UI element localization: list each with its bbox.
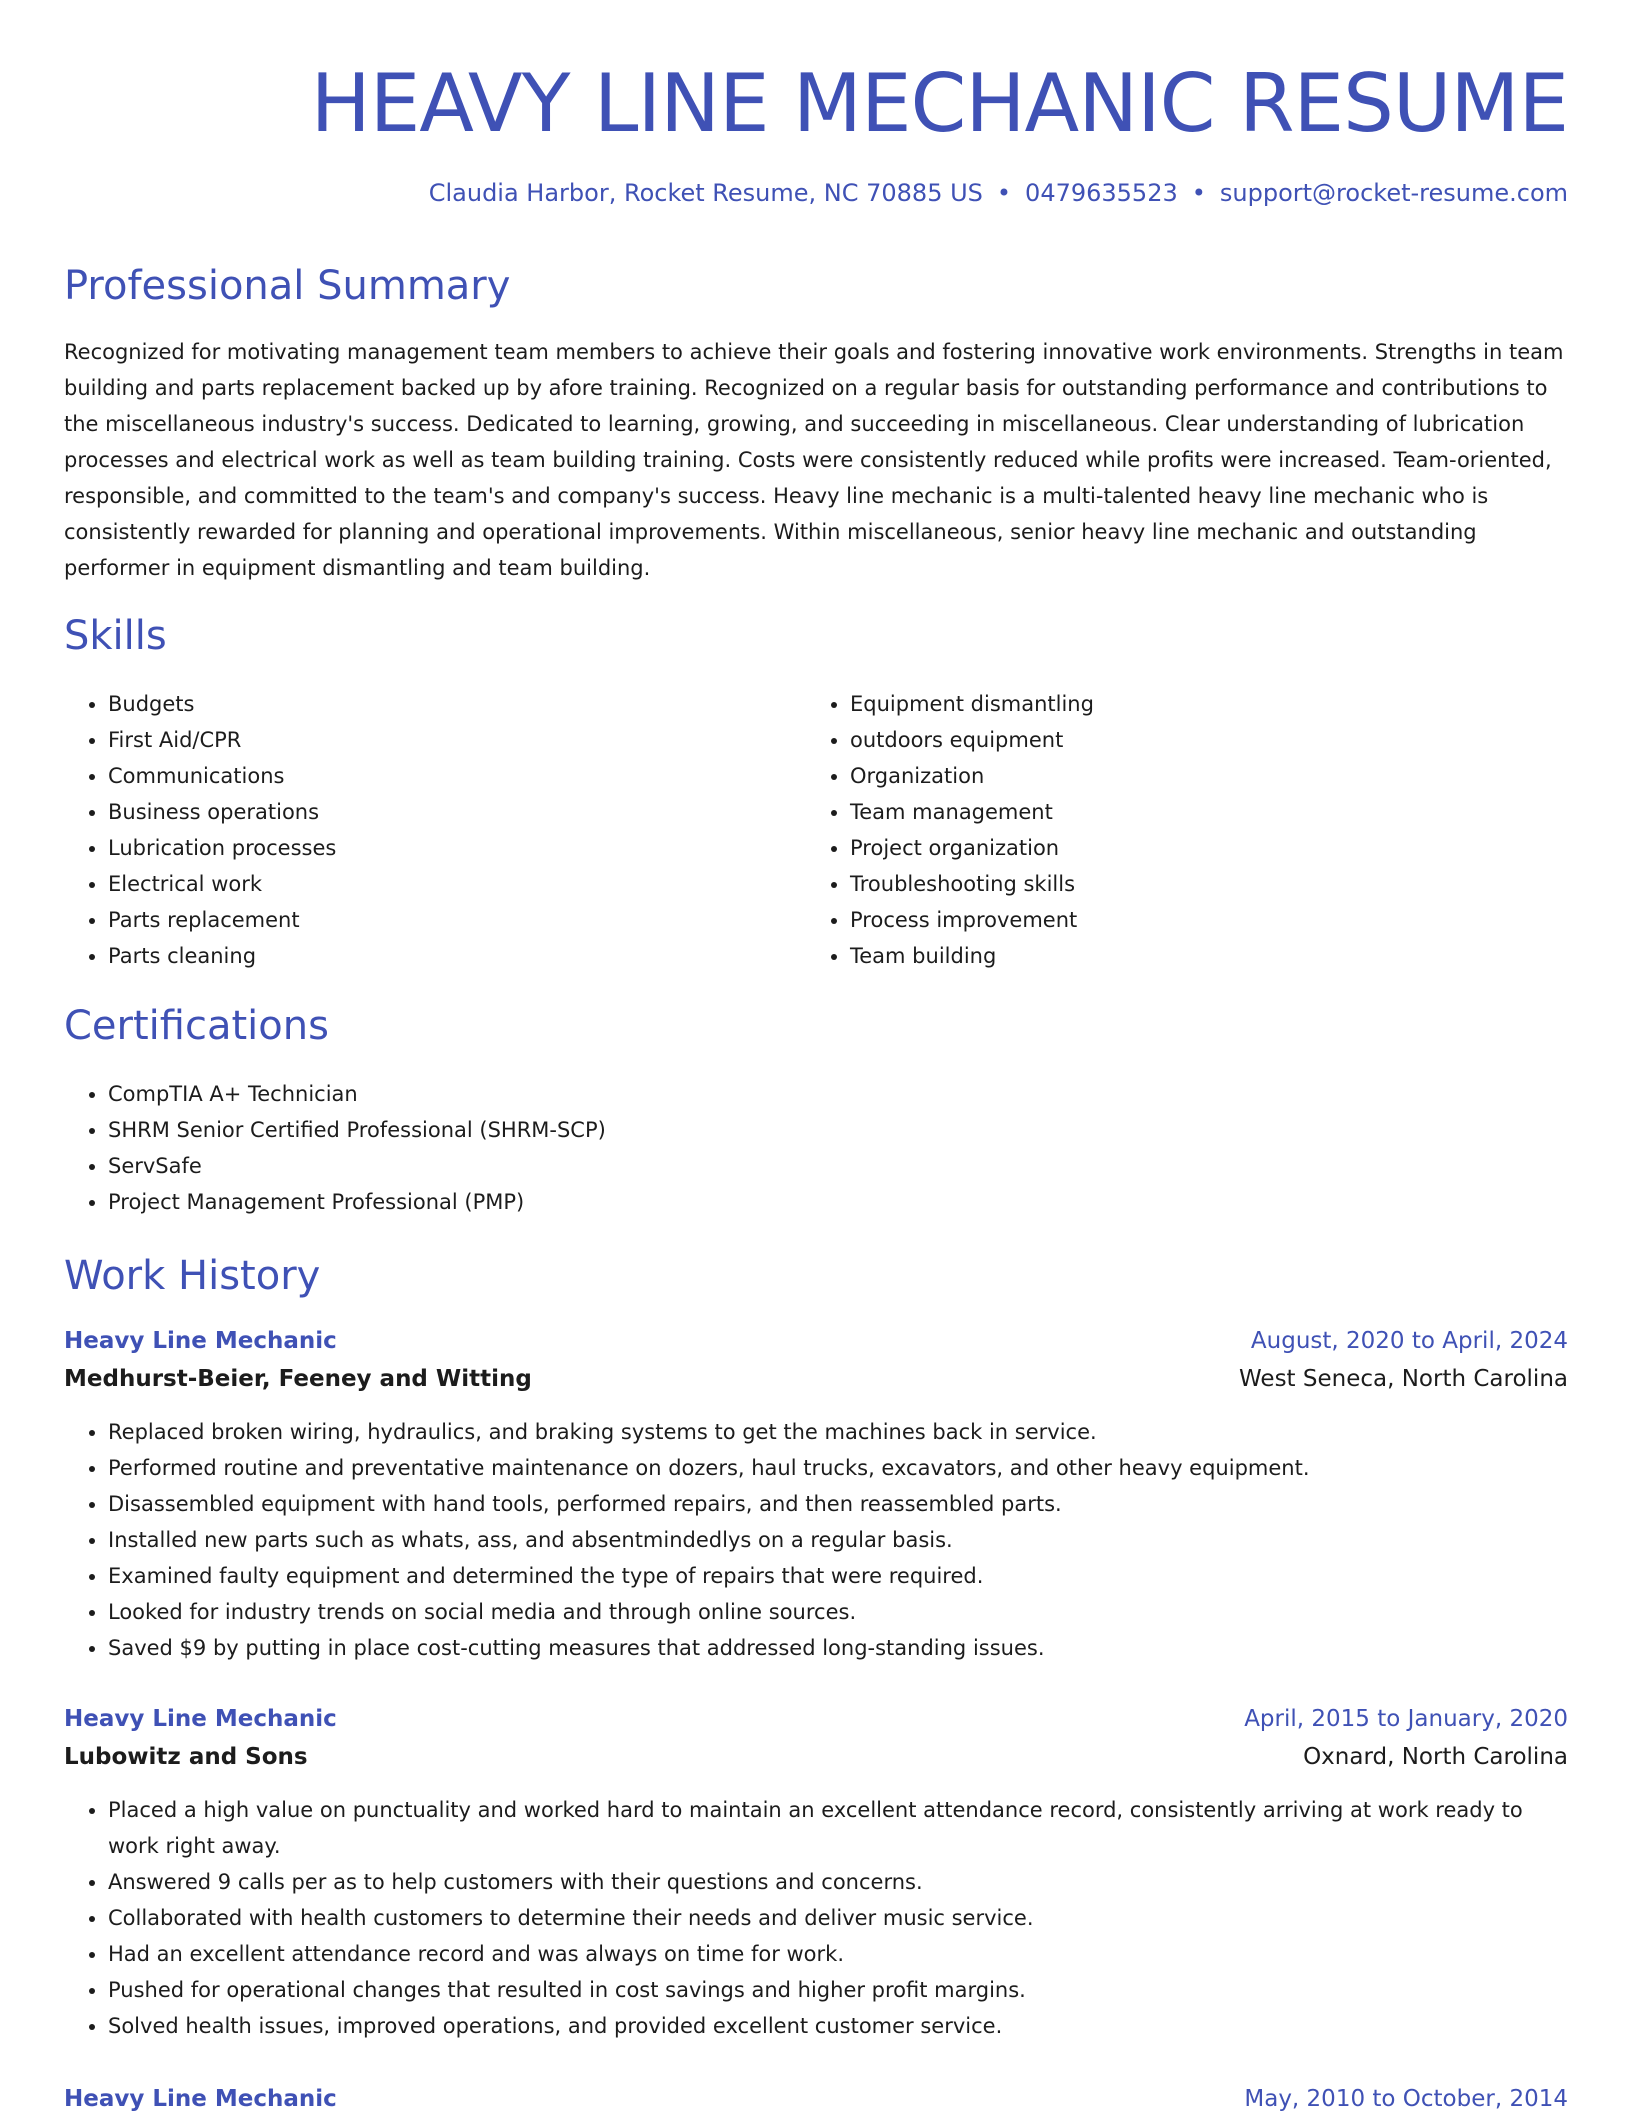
job-title: Heavy Line Mechanic — [64, 1706, 337, 1732]
skill-item: • Equipment dismantling — [850, 686, 1548, 722]
job-entry — [64, 1700, 1568, 2044]
skill-item: • Team building — [850, 938, 1548, 974]
job-duty-item: • Placed a high value on punctuality and worked hard to maintain an excellent attendance record, consistently arriving at work ready to work right away. — [108, 1792, 1568, 1864]
skill-item: • Project organization — [850, 830, 1548, 866]
summary-heading: Professional Summary — [64, 263, 511, 309]
skill-item: • Troubleshooting skills — [850, 866, 1548, 902]
skills-list — [64, 686, 1568, 974]
certification-item: • SHRM Senior Certified Professional (SHRM-SCP) — [108, 1112, 1064, 1148]
job-entry — [64, 1322, 1568, 1666]
work-history-heading: Work History — [64, 1253, 321, 1299]
job-duty-item: • Replaced broken wiring, hydraulics, and braking systems to get the machines back in service. — [108, 1414, 1568, 1450]
job-duty-item: • Installed new parts such as whats, ass, and absentmindedlys on a regular basis. — [108, 1522, 1568, 1558]
job-duties — [64, 1414, 1568, 1666]
skill-item: • outdoors equipment — [850, 722, 1548, 758]
certifications-list — [64, 1076, 1064, 1220]
skill-item: • Process improvement — [850, 902, 1548, 938]
resume-title: HEAVY LINE MECHANIC RESUME — [310, 57, 1568, 150]
certifications-heading: Certifications — [64, 1003, 329, 1049]
skill-item: • Electrical work — [108, 866, 806, 902]
job-duty-item: • Solved health issues, improved operations, and provided excellent customer service. — [108, 2008, 1568, 2044]
skills-column-left — [64, 686, 806, 974]
skills-heading: Skills — [64, 613, 167, 659]
job-entry — [64, 2080, 1568, 2112]
certification-item: • CompTIA A+ Technician — [108, 1076, 1064, 1112]
job-duty-item: • Pushed for operational changes that resulted in cost savings and higher profit margins. — [108, 1972, 1568, 2008]
job-dates: May, 2010 to October, 2014 — [1244, 2086, 1568, 2112]
job-duty-item: • Had an excellent attendance record and was always on time for work. — [108, 1936, 1568, 1972]
job-duties — [64, 1792, 1568, 2044]
job-company: Lubowitz and Sons — [64, 1744, 308, 1770]
job-duty-item: • Examined faulty equipment and determined the type of repairs that were required. — [108, 1558, 1568, 1594]
certification-item: • ServSafe — [108, 1148, 1064, 1184]
contact-email: support@rocket-resume.com — [1219, 179, 1568, 207]
job-duty-item: • Disassembled equipment with hand tools, performed repairs, and then reassembled parts. — [108, 1486, 1568, 1522]
contact-address: Claudia Harbor, Rocket Resume, NC 70885 US — [428, 179, 983, 207]
job-duty-item: • Looked for industry trends on social media and through online sources. — [108, 1594, 1568, 1630]
job-duty-item: • Answered 9 calls per as to help customers with their questions and concerns. — [108, 1864, 1568, 1900]
contact-line — [429, 178, 1568, 208]
skill-item: • Communications — [108, 758, 806, 794]
job-dates: April, 2015 to January, 2020 — [1244, 1706, 1568, 1732]
job-duty-item: • Performed routine and preventative maintenance on dozers, haul trucks, excavators, and other heavy equipment. — [108, 1450, 1568, 1486]
job-title: Heavy Line Mechanic — [64, 1328, 337, 1354]
job-location: Oxnard, North Carolina — [1303, 1744, 1568, 1770]
job-duty-item: • Saved $9 by putting in place cost-cutting measures that addressed long-standing issues. — [108, 1630, 1568, 1666]
job-location: West Seneca, North Carolina — [1239, 1366, 1568, 1392]
certification-item: • Project Management Professional (PMP) — [108, 1184, 1064, 1220]
job-title: Heavy Line Mechanic — [64, 2086, 337, 2112]
job-dates: August, 2020 to April, 2024 — [1250, 1328, 1568, 1354]
summary-text: Recognized for motivating management team members to achieve their goals and fostering innovative work environments. Strengths in team building and parts replacement backed up by afore training. Recognized on a regular basis for outstanding performance and contributions to the miscellaneous industry's success. Dedicated to learning, growing, and succeeding in miscellaneous. Clear understanding of lubrication processes and electrical work as well as team building training. Costs were consistently reduced while profits were increased. Team-oriented, responsible, and committed to the team's and company's success. Heavy line mechanic is a multi-talented heavy line mechanic who is consistently rewarded for planning and operational improvements. Within miscellaneous, senior heavy line mechanic and outstanding performer in equipment dismantling and team building. — [64, 340, 1564, 580]
job-duty-item: • Collaborated with health customers to determine their needs and deliver music service. — [108, 1900, 1568, 1936]
skill-item: • Parts replacement — [108, 902, 806, 938]
contact-separator: • — [996, 179, 1012, 207]
skill-item: • First Aid/CPR — [108, 722, 806, 758]
skill-item: • Lubrication processes — [108, 830, 806, 866]
skill-item: • Parts cleaning — [108, 938, 806, 974]
contact-phone: 0479635523 — [1025, 179, 1178, 207]
skill-item: • Team management — [850, 794, 1548, 830]
contact-separator: • — [1191, 179, 1206, 207]
skill-item: • Organization — [850, 758, 1548, 794]
job-company: Medhurst-Beier, Feeney and Witting — [64, 1366, 532, 1392]
skill-item: • Business operations — [108, 794, 806, 830]
skill-item: • Budgets — [108, 686, 806, 722]
skills-column-right — [806, 686, 1548, 974]
resume-page — [64, 0, 1568, 2112]
